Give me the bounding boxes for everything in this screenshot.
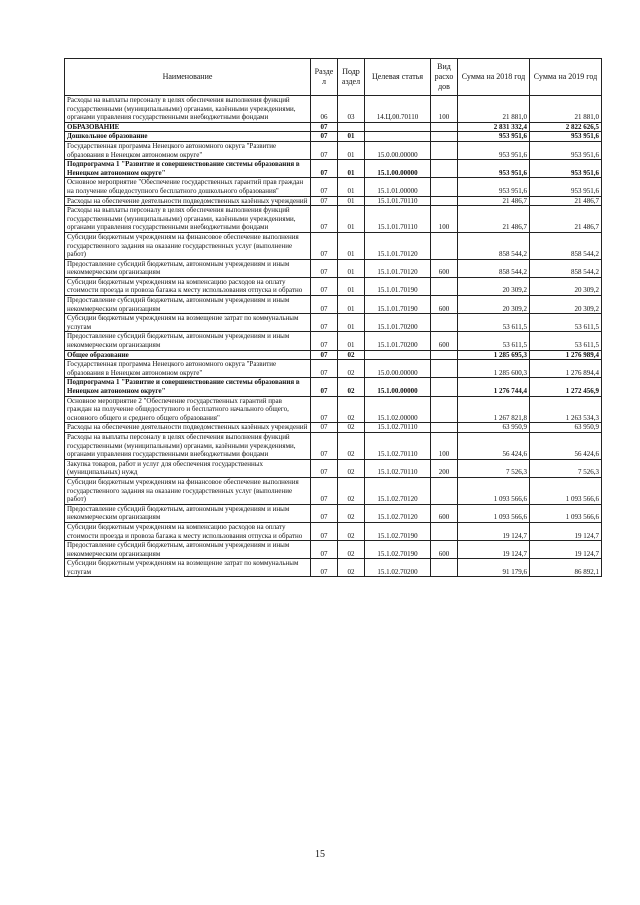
cell-razdel: 07 bbox=[311, 522, 338, 540]
cell-sum-2019: 1 276 894,4 bbox=[530, 360, 602, 378]
cell-sum-2019: 953 951,6 bbox=[530, 160, 602, 178]
table-row bbox=[65, 232, 602, 259]
cell-sum-2019: 20 309,2 bbox=[530, 296, 602, 314]
cell-razdel: 07 bbox=[311, 332, 338, 350]
cell-statya: 15.1.02.70200 bbox=[365, 559, 431, 577]
cell-razdel: 07 bbox=[311, 477, 338, 504]
cell-sum-2019: 21 881,0 bbox=[530, 96, 602, 123]
cell-vid bbox=[431, 160, 458, 178]
table-row bbox=[65, 459, 602, 477]
cell-statya: 15.1.01.70110 bbox=[365, 206, 431, 233]
cell-statya: 15.1.02.70190 bbox=[365, 522, 431, 540]
cell-podrazdel: 01 bbox=[338, 259, 365, 277]
cell-vid: 200 bbox=[431, 459, 458, 477]
cell-vid bbox=[431, 196, 458, 206]
table-row bbox=[65, 541, 602, 559]
cell-vid bbox=[431, 232, 458, 259]
cell-razdel: 07 bbox=[311, 178, 338, 196]
cell-sum-2018: 53 611,5 bbox=[458, 332, 530, 350]
cell-vid bbox=[431, 277, 458, 295]
cell-vid bbox=[431, 141, 458, 159]
cell-razdel: 07 bbox=[311, 160, 338, 178]
cell-name: Дошкольное образование bbox=[65, 132, 311, 142]
cell-sum-2019: 19 124,7 bbox=[530, 522, 602, 540]
cell-sum-2018: 21 486,7 bbox=[458, 206, 530, 233]
cell-statya: 15.1.02.00000 bbox=[365, 396, 431, 423]
cell-podrazdel: 01 bbox=[338, 141, 365, 159]
cell-name: Подпрограмма 1 "Развитие и совершенствование системы образования в Ненецком автономном округе" bbox=[65, 160, 311, 178]
cell-podrazdel: 01 bbox=[338, 314, 365, 332]
table-row bbox=[65, 559, 602, 577]
cell-name: Подпрограмма 1 "Развитие и совершенствование системы образования в Ненецком автономном округе" bbox=[65, 378, 311, 396]
cell-name: Субсидии бюджетным учреждениям на финансовое обеспечение выполнения государственного задания на оказание государственных услуг (выполнение работ) bbox=[65, 232, 311, 259]
cell-podrazdel: 01 bbox=[338, 232, 365, 259]
cell-statya: 15.1.01.70110 bbox=[365, 196, 431, 206]
cell-sum-2018: 953 951,6 bbox=[458, 132, 530, 142]
cell-vid: 600 bbox=[431, 504, 458, 522]
cell-razdel: 07 bbox=[311, 350, 338, 360]
cell-name: Расходы на выплаты персоналу в целях обеспечения выполнения функций государственными (муниципальными) органами, казёнными учреждениями, органами управления государственными внебюджетными фондами bbox=[65, 96, 311, 123]
cell-name: Субсидии бюджетным учреждениям на компенсацию расходов на оплату стоимости проезда и провоза багажа к месту использования отпуска и обратно bbox=[65, 522, 311, 540]
cell-razdel: 07 bbox=[311, 296, 338, 314]
cell-statya bbox=[365, 350, 431, 360]
cell-sum-2018: 1 285 600,3 bbox=[458, 360, 530, 378]
cell-sum-2019: 2 822 626,5 bbox=[530, 122, 602, 132]
cell-statya: 15.1.01.70120 bbox=[365, 259, 431, 277]
cell-sum-2019: 858 544,2 bbox=[530, 259, 602, 277]
cell-name: Предоставление субсидий бюджетным, автономным учреждениям и иным некоммерческим организациям bbox=[65, 259, 311, 277]
cell-sum-2019: 953 951,6 bbox=[530, 141, 602, 159]
cell-name: Государственная программа Ненецкого автономного округа "Развитие образования в Ненецком автономном округе" bbox=[65, 360, 311, 378]
cell-podrazdel: 02 bbox=[338, 541, 365, 559]
table-row bbox=[65, 396, 602, 423]
cell-vid bbox=[431, 314, 458, 332]
cell-podrazdel bbox=[338, 122, 365, 132]
cell-razdel: 07 bbox=[311, 259, 338, 277]
cell-sum-2018: 19 124,7 bbox=[458, 541, 530, 559]
cell-statya: 14.Ц.00.70110 bbox=[365, 96, 431, 123]
header-statya: Целевая статья bbox=[365, 59, 431, 96]
cell-vid bbox=[431, 350, 458, 360]
cell-sum-2019: 1 263 534,3 bbox=[530, 396, 602, 423]
cell-sum-2018: 1 093 566,6 bbox=[458, 504, 530, 522]
table-row bbox=[65, 332, 602, 350]
header-vid: Вид расхо дов bbox=[431, 59, 458, 96]
cell-statya: 15.1.01.70200 bbox=[365, 332, 431, 350]
cell-podrazdel: 02 bbox=[338, 504, 365, 522]
cell-sum-2018: 2 831 332,4 bbox=[458, 122, 530, 132]
cell-name: Государственная программа Ненецкого автономного округа "Развитие образования в Ненецком автономном округе" bbox=[65, 141, 311, 159]
header-name: Наименование bbox=[65, 59, 311, 96]
cell-statya: 15.1.02.70110 bbox=[365, 432, 431, 459]
cell-sum-2018: 19 124,7 bbox=[458, 522, 530, 540]
table-row bbox=[65, 432, 602, 459]
cell-name: Предоставление субсидий бюджетным, автономным учреждениям и иным некоммерческим организациям bbox=[65, 541, 311, 559]
header-razdel: Разде л bbox=[311, 59, 338, 96]
cell-sum-2019: 21 486,7 bbox=[530, 196, 602, 206]
table-row bbox=[65, 277, 602, 295]
cell-podrazdel: 01 bbox=[338, 332, 365, 350]
table-row bbox=[65, 259, 602, 277]
cell-vid bbox=[431, 477, 458, 504]
table-row bbox=[65, 423, 602, 433]
table-row bbox=[65, 296, 602, 314]
cell-statya: 15.1.01.70120 bbox=[365, 232, 431, 259]
cell-sum-2018: 91 179,6 bbox=[458, 559, 530, 577]
cell-sum-2018: 1 267 821,8 bbox=[458, 396, 530, 423]
cell-podrazdel: 02 bbox=[338, 559, 365, 577]
cell-statya: 15.0.00.00000 bbox=[365, 360, 431, 378]
cell-sum-2018: 953 951,6 bbox=[458, 178, 530, 196]
cell-name: Предоставление субсидий бюджетным, автономным учреждениям и иным некоммерческим организациям bbox=[65, 296, 311, 314]
cell-podrazdel: 03 bbox=[338, 96, 365, 123]
cell-statya: 15.1.02.70110 bbox=[365, 459, 431, 477]
cell-sum-2018: 1 093 566,6 bbox=[458, 477, 530, 504]
cell-podrazdel: 02 bbox=[338, 378, 365, 396]
cell-vid: 100 bbox=[431, 96, 458, 123]
cell-podrazdel: 02 bbox=[338, 459, 365, 477]
cell-podrazdel: 02 bbox=[338, 350, 365, 360]
cell-razdel: 07 bbox=[311, 504, 338, 522]
cell-name: Основное мероприятие 2 "Обеспечение государственных гарантий прав граждан на получение общедоступного и бесплатного начального общего, основного общего и среднего общего образования" bbox=[65, 396, 311, 423]
table-row bbox=[65, 206, 602, 233]
cell-vid bbox=[431, 122, 458, 132]
cell-vid bbox=[431, 396, 458, 423]
table-row bbox=[65, 122, 602, 132]
cell-statya: 15.1.00.00000 bbox=[365, 160, 431, 178]
cell-sum-2019: 7 526,3 bbox=[530, 459, 602, 477]
table-row bbox=[65, 196, 602, 206]
cell-name: Расходы на обеспечение деятельности подведомственных казённых учреждений bbox=[65, 423, 311, 433]
cell-podrazdel: 02 bbox=[338, 396, 365, 423]
cell-statya: 15.1.01.70190 bbox=[365, 296, 431, 314]
cell-name: Субсидии бюджетным учреждениям на компенсацию расходов на оплату стоимости проезда и провоза багажа к месту использования отпуска и обратно bbox=[65, 277, 311, 295]
cell-podrazdel: 01 bbox=[338, 196, 365, 206]
cell-sum-2018: 53 611,5 bbox=[458, 314, 530, 332]
cell-vid bbox=[431, 559, 458, 577]
cell-statya: 15.1.02.70120 bbox=[365, 477, 431, 504]
cell-vid: 600 bbox=[431, 541, 458, 559]
cell-razdel: 07 bbox=[311, 432, 338, 459]
cell-statya: 15.1.02.70190 bbox=[365, 541, 431, 559]
cell-statya: 15.1.01.70200 bbox=[365, 314, 431, 332]
cell-name: ОБРАЗОВАНИЕ bbox=[65, 122, 311, 132]
cell-podrazdel: 02 bbox=[338, 423, 365, 433]
cell-sum-2019: 1 276 989,4 bbox=[530, 350, 602, 360]
cell-sum-2018: 1 285 695,3 bbox=[458, 350, 530, 360]
cell-sum-2019: 19 124,7 bbox=[530, 541, 602, 559]
cell-vid bbox=[431, 522, 458, 540]
cell-razdel: 07 bbox=[311, 423, 338, 433]
cell-sum-2018: 21 881,0 bbox=[458, 96, 530, 123]
cell-name: Общее образование bbox=[65, 350, 311, 360]
table-row bbox=[65, 477, 602, 504]
table-row bbox=[65, 132, 602, 142]
cell-razdel: 07 bbox=[311, 559, 338, 577]
cell-vid: 100 bbox=[431, 206, 458, 233]
table-row bbox=[65, 360, 602, 378]
cell-vid: 600 bbox=[431, 296, 458, 314]
cell-vid bbox=[431, 360, 458, 378]
cell-vid: 600 bbox=[431, 332, 458, 350]
cell-razdel: 07 bbox=[311, 541, 338, 559]
cell-statya: 15.1.01.70190 bbox=[365, 277, 431, 295]
header-podrazdel: Подр аздел bbox=[338, 59, 365, 96]
cell-sum-2019: 53 611,5 bbox=[530, 332, 602, 350]
cell-name: Субсидии бюджетным учреждениям на финансовое обеспечение выполнения государственного задания на оказание государственных услуг (выполнение работ) bbox=[65, 477, 311, 504]
cell-sum-2019: 21 486,7 bbox=[530, 206, 602, 233]
cell-name: Закупка товаров, работ и услуг для обеспечения государственных (муниципальных) нужд bbox=[65, 459, 311, 477]
cell-sum-2018: 7 526,3 bbox=[458, 459, 530, 477]
table-row bbox=[65, 378, 602, 396]
cell-vid bbox=[431, 178, 458, 196]
cell-sum-2019: 1 093 566,6 bbox=[530, 477, 602, 504]
cell-vid bbox=[431, 132, 458, 142]
table-row bbox=[65, 350, 602, 360]
table-row bbox=[65, 96, 602, 123]
cell-sum-2019: 20 309,2 bbox=[530, 277, 602, 295]
cell-sum-2018: 858 544,2 bbox=[458, 259, 530, 277]
cell-razdel: 07 bbox=[311, 232, 338, 259]
cell-podrazdel: 02 bbox=[338, 360, 365, 378]
cell-sum-2019: 56 424,6 bbox=[530, 432, 602, 459]
cell-statya bbox=[365, 122, 431, 132]
cell-podrazdel: 01 bbox=[338, 160, 365, 178]
cell-razdel: 06 bbox=[311, 96, 338, 123]
budget-table bbox=[64, 58, 602, 577]
cell-name: Расходы на обеспечение деятельности подведомственных казённых учреждений bbox=[65, 196, 311, 206]
cell-sum-2019: 953 951,6 bbox=[530, 178, 602, 196]
cell-razdel: 07 bbox=[311, 378, 338, 396]
cell-sum-2018: 21 486,7 bbox=[458, 196, 530, 206]
cell-sum-2018: 953 951,6 bbox=[458, 160, 530, 178]
cell-podrazdel: 01 bbox=[338, 132, 365, 142]
cell-razdel: 07 bbox=[311, 277, 338, 295]
cell-statya bbox=[365, 132, 431, 142]
cell-vid bbox=[431, 423, 458, 433]
cell-podrazdel: 01 bbox=[338, 296, 365, 314]
cell-sum-2019: 953 951,6 bbox=[530, 132, 602, 142]
cell-podrazdel: 01 bbox=[338, 277, 365, 295]
header-sum-2019: Сумма на 2019 год bbox=[530, 59, 602, 96]
cell-sum-2018: 953 951,6 bbox=[458, 141, 530, 159]
cell-vid bbox=[431, 378, 458, 396]
table-row bbox=[65, 178, 602, 196]
cell-razdel: 07 bbox=[311, 459, 338, 477]
cell-razdel: 07 bbox=[311, 122, 338, 132]
cell-vid: 100 bbox=[431, 432, 458, 459]
cell-podrazdel: 02 bbox=[338, 522, 365, 540]
cell-sum-2019: 1 093 566,6 bbox=[530, 504, 602, 522]
cell-podrazdel: 01 bbox=[338, 206, 365, 233]
cell-podrazdel: 02 bbox=[338, 432, 365, 459]
cell-razdel: 07 bbox=[311, 396, 338, 423]
cell-razdel: 07 bbox=[311, 132, 338, 142]
cell-razdel: 07 bbox=[311, 196, 338, 206]
cell-sum-2018: 858 544,2 bbox=[458, 232, 530, 259]
table-header-row bbox=[65, 59, 602, 96]
cell-razdel: 07 bbox=[311, 141, 338, 159]
cell-statya: 15.1.00.00000 bbox=[365, 378, 431, 396]
cell-name: Расходы на выплаты персоналу в целях обеспечения выполнения функций государственными (муниципальными) органами, казёнными учреждениями, органами управления государственными внебюджетными фондами bbox=[65, 432, 311, 459]
cell-sum-2019: 86 892,1 bbox=[530, 559, 602, 577]
cell-razdel: 07 bbox=[311, 206, 338, 233]
cell-sum-2018: 20 309,2 bbox=[458, 296, 530, 314]
cell-podrazdel: 02 bbox=[338, 477, 365, 504]
cell-razdel: 07 bbox=[311, 314, 338, 332]
cell-name: Расходы на выплаты персоналу в целях обеспечения выполнения функций государственными (муниципальными) органами, казёнными учреждениями, органами управления государственными внебюджетными фондами bbox=[65, 206, 311, 233]
cell-sum-2018: 63 950,9 bbox=[458, 423, 530, 433]
cell-name: Предоставление субсидий бюджетным, автономным учреждениям и иным некоммерческим организациям bbox=[65, 504, 311, 522]
page-number: 15 bbox=[315, 849, 325, 860]
cell-name: Субсидии бюджетным учреждениям на возмещение затрат по коммунальным услугам bbox=[65, 559, 311, 577]
cell-vid: 600 bbox=[431, 259, 458, 277]
table-body bbox=[65, 96, 602, 577]
cell-sum-2019: 1 272 456,9 bbox=[530, 378, 602, 396]
cell-podrazdel: 01 bbox=[338, 178, 365, 196]
table-row bbox=[65, 522, 602, 540]
cell-razdel: 07 bbox=[311, 360, 338, 378]
cell-sum-2019: 53 611,5 bbox=[530, 314, 602, 332]
table-row bbox=[65, 504, 602, 522]
header-sum-2018: Сумма на 2018 год bbox=[458, 59, 530, 96]
cell-statya: 15.0.00.00000 bbox=[365, 141, 431, 159]
cell-sum-2018: 1 276 744,4 bbox=[458, 378, 530, 396]
table-row bbox=[65, 314, 602, 332]
table-row bbox=[65, 160, 602, 178]
cell-statya: 15.1.01.00000 bbox=[365, 178, 431, 196]
table-row bbox=[65, 141, 602, 159]
cell-name: Основное мероприятие "Обеспечение государственных гарантий прав граждан на получение общедоступного бесплатного дошкольного образования" bbox=[65, 178, 311, 196]
cell-statya: 15.1.02.70110 bbox=[365, 423, 431, 433]
cell-name: Предоставление субсидий бюджетным, автономным учреждениям и иным некоммерческим организациям bbox=[65, 332, 311, 350]
cell-sum-2018: 56 424,6 bbox=[458, 432, 530, 459]
cell-sum-2018: 20 309,2 bbox=[458, 277, 530, 295]
cell-sum-2019: 858 544,2 bbox=[530, 232, 602, 259]
cell-name: Субсидии бюджетным учреждениям на возмещение затрат по коммунальным услугам bbox=[65, 314, 311, 332]
cell-sum-2019: 63 950,9 bbox=[530, 423, 602, 433]
cell-statya: 15.1.02.70120 bbox=[365, 504, 431, 522]
